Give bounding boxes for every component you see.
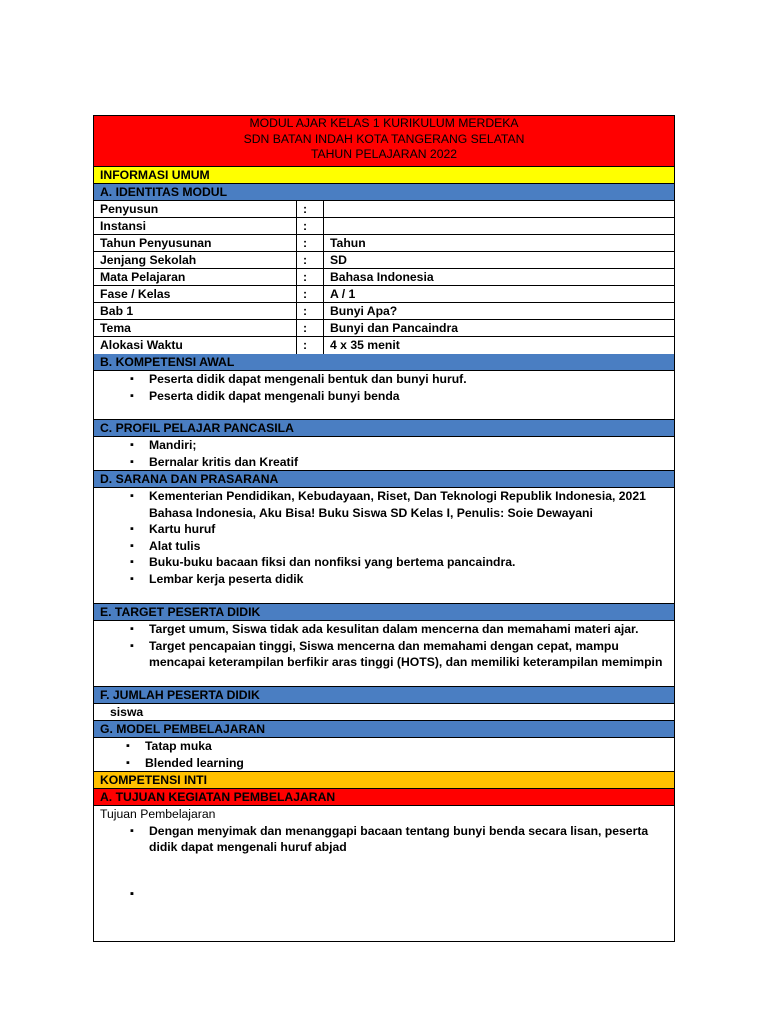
section-kompetensi-awal-heading: B. KOMPETENSI AWAL — [94, 354, 674, 371]
identitas-separator: : — [297, 303, 324, 319]
identitas-value: 4 x 35 menit — [330, 338, 400, 352]
identitas-separator: : — [297, 320, 324, 336]
identitas-label: Instansi — [94, 218, 297, 234]
identitas-label: Alokasi Waktu — [94, 337, 297, 354]
bullet-item: ▪ Kementerian Pendidikan, Kebudayaan, Riset, Dan Teknologi Republik Indonesia, 2021 Bahasa Indonesia, Aku Bisa! Buku Siswa SD Kelas I, Penulis: Soie Dewayani — [94, 488, 674, 521]
tujuan-content — [94, 806, 674, 941]
identitas-value: Tahun — [330, 236, 366, 250]
bullet-item: ▪ Dengan menyimak dan menanggapi bacaan tentang bunyi benda secara lisan, peserta didik dapat mengenali huruf abjad — [94, 823, 674, 856]
identitas-row — [94, 201, 674, 218]
tujuan-subheading: Tujuan Pembelajaran — [100, 807, 216, 821]
identitas-value: Bunyi Apa? — [330, 304, 398, 318]
section-identitas-heading: A. IDENTITAS MODUL — [94, 184, 674, 201]
section-target-heading: E. TARGET PESERTA DIDIK — [94, 604, 674, 621]
identitas-separator: : — [297, 235, 324, 251]
identitas-label: Bab 1 — [94, 303, 297, 319]
jumlah-text: siswa — [110, 705, 144, 719]
bullet-item: ▪ Alat tulis — [94, 538, 674, 555]
kompetensi-awal-content — [94, 371, 674, 420]
identitas-value: Bunyi dan Pancaindra — [330, 321, 458, 335]
identitas-row — [94, 218, 674, 235]
identitas-row — [94, 252, 674, 269]
section-model-heading: G. MODEL PEMBELAJARAN — [94, 721, 674, 738]
identitas-value: Bahasa Indonesia — [330, 270, 434, 284]
identitas-row — [94, 303, 674, 320]
bullet-item: ▪ Kartu huruf — [94, 521, 674, 538]
identitas-value — [324, 201, 674, 217]
target-list — [94, 621, 674, 671]
identitas-separator: : — [297, 286, 324, 302]
section-kompetensi-inti: KOMPETENSI INTI — [94, 772, 674, 789]
bullet-item: ▪ Target pencapaian tinggi, Siswa mencerna dan memahami dengan cepat, mampu mencapai keterampilan berfikir aras tinggi (HOTS), dan memiliki keterampilan memimpin — [94, 638, 674, 671]
bullet-item: ▪ Target umum, Siswa tidak ada kesulitan dalam mencerna dan memahami materi ajar. — [94, 621, 674, 638]
module-document — [93, 115, 675, 942]
header-line-2: SDN BATAN INDAH KOTA TANGERANG SELATAN — [243, 131, 525, 146]
kompetensi-awal-list — [94, 371, 674, 404]
bullet-item: ▪ Peserta didik dapat mengenali bunyi benda — [94, 388, 674, 405]
bullet-item: ▪ Blended learning — [90, 755, 674, 772]
bullet-item: ▪ Peserta didik dapat mengenali bentuk dan bunyi huruf. — [94, 371, 674, 388]
identitas-label: Jenjang Sekolah — [94, 252, 297, 268]
section-sarana-heading: D. SARANA DAN PRASARANA — [94, 471, 674, 488]
identitas-label: Penyusun — [94, 201, 297, 217]
identitas-row — [94, 320, 674, 337]
identitas-value — [324, 218, 674, 234]
model-list — [90, 738, 674, 771]
sarana-list — [94, 488, 674, 587]
identitas-separator: : — [297, 269, 324, 285]
bullet-item: ▪ Tatap muka — [90, 738, 674, 755]
model-content — [94, 738, 674, 772]
bullet-item: ▪ Buku-buku bacaan fiksi dan nonfiksi yang bertema pancaindra. — [94, 554, 674, 571]
section-tujuan-heading: A. TUJUAN KEGIATAN PEMBELAJARAN — [94, 789, 674, 806]
identitas-separator: : — [297, 201, 324, 217]
header-line-3: TAHUN PELAJARAN 2022 — [310, 147, 458, 162]
identitas-separator: : — [297, 337, 324, 354]
identitas-separator: : — [297, 252, 324, 268]
identitas-value: SD — [330, 253, 347, 267]
identitas-row — [94, 337, 674, 354]
section-profil-heading: C. PROFIL PELAJAR PANCASILA — [94, 420, 674, 437]
identitas-label: Tema — [94, 320, 297, 336]
identitas-table — [94, 201, 674, 354]
identitas-row — [94, 235, 674, 252]
header-line-1: MODUL AJAR KELAS 1 KURIKULUM MERDEKA — [249, 116, 519, 130]
profil-list — [94, 437, 674, 470]
jumlah-content — [94, 704, 674, 721]
identitas-separator: : — [297, 218, 324, 234]
sarana-content — [94, 488, 674, 604]
profil-content — [94, 437, 674, 471]
target-content — [94, 621, 674, 687]
bullet-item: ▪ Mandiri; — [94, 437, 674, 454]
identitas-row — [94, 286, 674, 303]
section-informasi-umum: INFORMASI UMUM — [94, 167, 674, 184]
identitas-label: Mata Pelajaran — [94, 269, 297, 285]
identitas-label: Fase / Kelas — [94, 286, 297, 302]
identitas-label: Tahun Penyusunan — [94, 235, 297, 251]
section-jumlah-heading: F. JUMLAH PESERTA DIDIK — [94, 687, 674, 704]
identitas-row — [94, 269, 674, 286]
bullet-item: ▪ Lembar kerja peserta didik — [94, 571, 674, 588]
document-header — [94, 116, 674, 167]
tujuan-list — [94, 823, 674, 856]
bullet-item: ▪ Bernalar kritis dan Kreatif — [94, 454, 674, 471]
identitas-value: A / 1 — [330, 287, 356, 301]
